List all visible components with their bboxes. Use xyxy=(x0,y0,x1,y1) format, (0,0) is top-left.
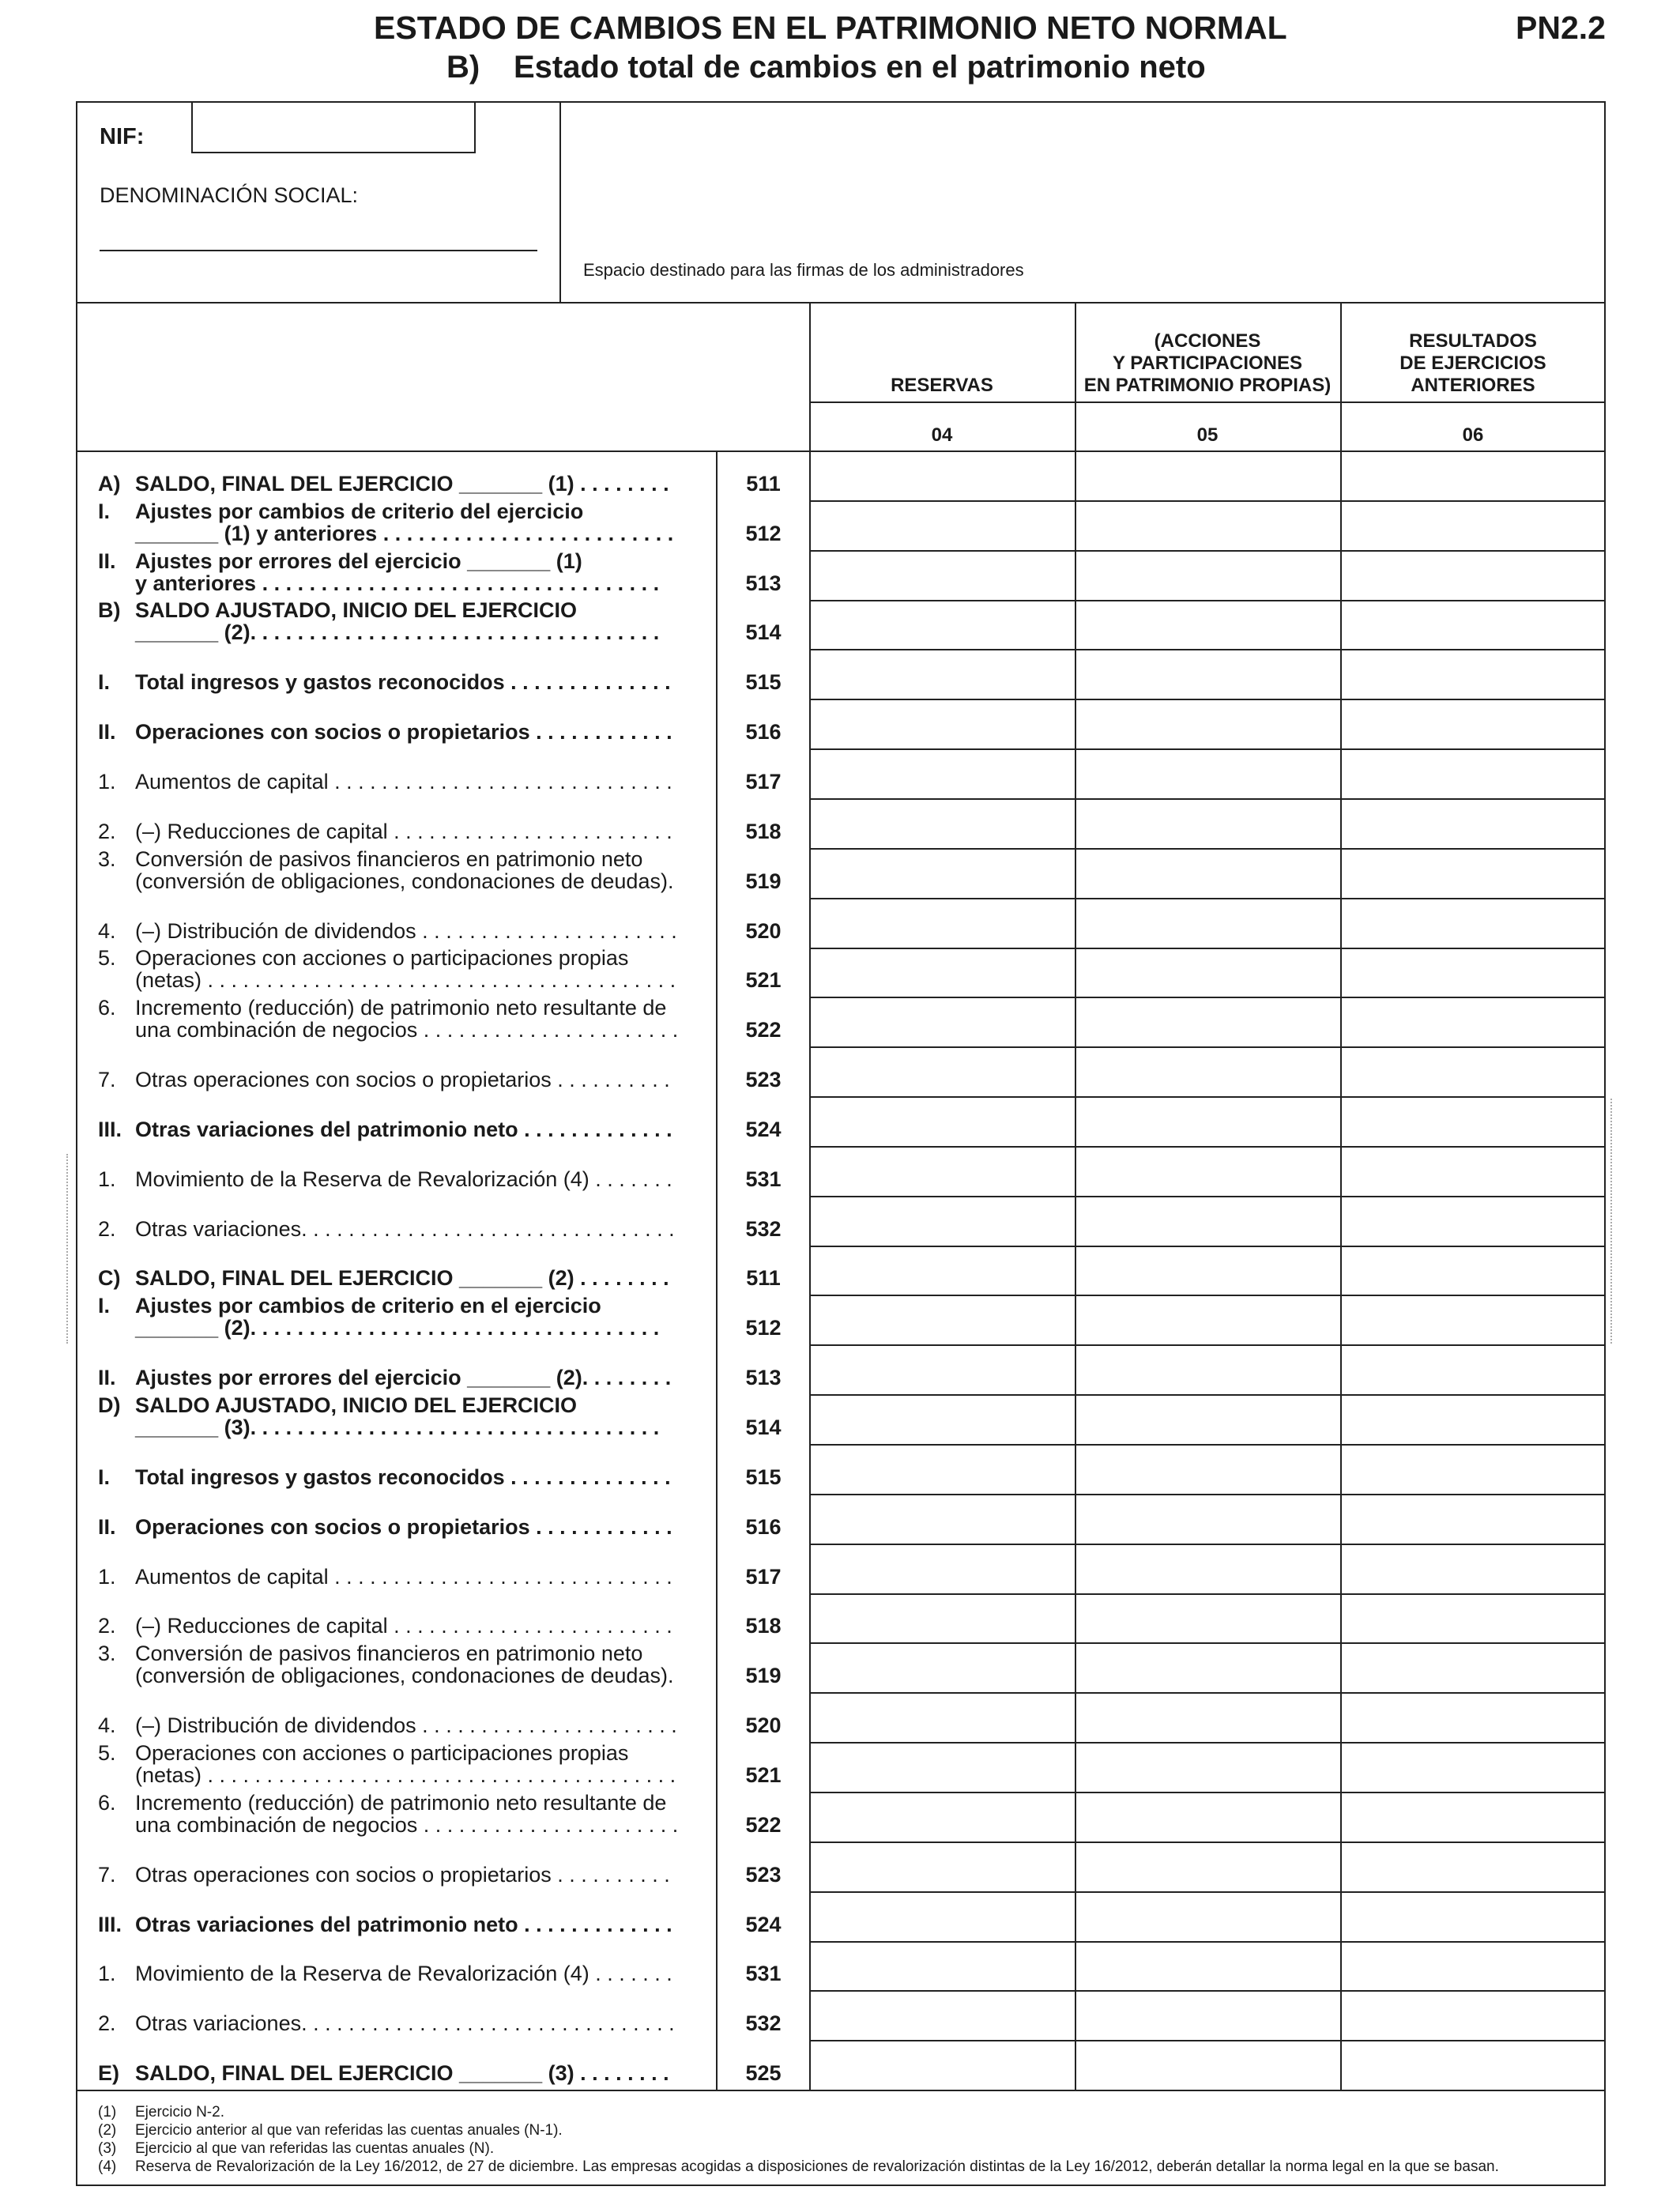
row-label: Otras variaciones. . . . . . . . . . . . . . . . . . . . . . . . . . . . . . . . xyxy=(135,1216,675,1241)
row-code: 519 xyxy=(745,1664,782,1688)
footnote-text: Ejercicio N-2. xyxy=(135,2104,224,2121)
value-cell-04[interactable] xyxy=(811,1694,1073,1740)
value-cell-05[interactable] xyxy=(1076,1992,1339,2038)
row-code: 518 xyxy=(745,1614,782,1638)
value-cell-05[interactable] xyxy=(1076,601,1339,648)
row-code: 515 xyxy=(745,670,782,695)
col-header-acciones xyxy=(1075,330,1340,397)
value-cell-04[interactable] xyxy=(811,1446,1073,1492)
value-cell-05[interactable] xyxy=(1076,1744,1339,1790)
value-cell-05[interactable] xyxy=(1076,1545,1339,1592)
row-label: Operaciones con socios o propietarios . . . . . . . . . . . . xyxy=(135,720,672,745)
row-label: Incremento (reducción) de patrimonio neto resultante de xyxy=(135,1790,667,1815)
value-cell-05[interactable] xyxy=(1076,1346,1339,1393)
value-cell-04[interactable] xyxy=(811,1744,1073,1790)
value-cell-04[interactable] xyxy=(811,601,1073,648)
subtitle-letter: B) xyxy=(446,50,480,85)
col-header-acciones-line-1: (ACCIONES xyxy=(1154,330,1261,352)
col-code-06: 06 xyxy=(1462,424,1484,446)
col-code-04: 04 xyxy=(931,424,953,446)
row-code: 514 xyxy=(745,620,782,645)
row-key: I. xyxy=(98,499,111,523)
row-key: E) xyxy=(98,2061,119,2086)
value-cell-05[interactable] xyxy=(1076,750,1339,797)
value-cell-06[interactable] xyxy=(1342,1545,1604,1592)
value-cell-06[interactable] xyxy=(1342,700,1604,747)
row-label: Ajustes por cambios de criterio del ejercicio xyxy=(135,499,584,523)
value-cell-05[interactable] xyxy=(1076,452,1339,499)
value-cell-05[interactable] xyxy=(1076,1048,1339,1095)
row-key: II. xyxy=(98,548,116,573)
row-label: Aumentos de capital . . . . . . . . . . . . . . . . . . . . . . . . . . . . . xyxy=(135,769,672,794)
row-key: B) xyxy=(98,598,121,623)
header-code-line xyxy=(809,401,1606,403)
row-code: 524 xyxy=(745,1912,782,1936)
value-cell-04[interactable] xyxy=(811,502,1073,548)
value-cell-04[interactable] xyxy=(811,452,1073,499)
row-label: _______ (2). . . . . . . . . . . . . . . . . . . . . . . . . . . . . . . . . . . xyxy=(135,620,660,645)
col-header-reservas: RESERVAS xyxy=(891,375,993,396)
row-code: 520 xyxy=(745,918,782,943)
value-cell-06[interactable] xyxy=(1342,1893,1604,1940)
row-key: II. xyxy=(98,720,116,745)
row-key: I. xyxy=(98,670,111,695)
row-key: 3. xyxy=(98,1642,116,1666)
row-label: (–) Reducciones de capital . . . . . . . . . . . . . . . . . . . . . . . . xyxy=(135,1614,672,1638)
row-code: 515 xyxy=(745,1465,782,1489)
value-cell-06[interactable] xyxy=(1342,1744,1604,1790)
value-cell-06[interactable] xyxy=(1342,1495,1604,1542)
row-key: 3. xyxy=(98,846,116,871)
value-cell-04[interactable] xyxy=(811,1396,1073,1442)
row-key: II. xyxy=(98,1514,116,1539)
col-header-resultados-line-1: RESULTADOS xyxy=(1409,330,1537,352)
row-key: 1. xyxy=(98,1167,116,1191)
row-label: Total ingresos y gastos reconocidos . . . . . . . . . . . . . . xyxy=(135,1465,671,1489)
row-code: 523 xyxy=(745,1068,782,1092)
value-cell-06[interactable] xyxy=(1342,899,1604,946)
row-key: III. xyxy=(98,1117,122,1141)
value-cell-06[interactable] xyxy=(1342,1197,1604,1244)
row-code: 531 xyxy=(745,1962,782,1986)
value-cell-05[interactable] xyxy=(1076,1197,1339,1244)
value-cell-04[interactable] xyxy=(811,1098,1073,1144)
row-label: SALDO, FINAL DEL EJERCICIO _______ (3) . . . . . . . . xyxy=(135,2061,669,2086)
value-cell-06[interactable] xyxy=(1342,1098,1604,1144)
value-cell-05[interactable] xyxy=(1076,1495,1339,1542)
value-cell-04[interactable] xyxy=(811,998,1073,1045)
row-key: 1. xyxy=(98,1564,116,1589)
value-cell-04[interactable] xyxy=(811,1992,1073,2038)
value-cell-04[interactable] xyxy=(811,1595,1073,1642)
value-cell-05[interactable] xyxy=(1076,1595,1339,1642)
row-key: 5. xyxy=(98,946,116,971)
firmas-label: Espacio destinado para las firmas de los administradores xyxy=(583,260,1024,280)
footnote-text: Ejercicio al que van referidas las cuentas anuales (N). xyxy=(135,2140,495,2158)
footnote-number: (4) xyxy=(98,2158,117,2176)
row-code: 523 xyxy=(745,1862,782,1887)
footnote-number: (2) xyxy=(98,2122,117,2139)
footnote-number: (3) xyxy=(98,2140,117,2158)
col-header-acciones-line-2: Y PARTICIPACIONES xyxy=(1112,352,1303,374)
nif-label: NIF: xyxy=(100,124,145,149)
value-cell-04[interactable] xyxy=(811,1296,1073,1343)
row-code: 516 xyxy=(745,720,782,745)
row-key: 1. xyxy=(98,1962,116,1986)
value-cell-05[interactable] xyxy=(1076,850,1339,896)
footnote-number: (1) xyxy=(98,2104,117,2121)
row-code: 517 xyxy=(745,1564,782,1589)
row-label: SALDO, FINAL DEL EJERCICIO _______ (1) . . . . . . . . xyxy=(135,471,669,496)
row-label: Ajustes por errores del ejercicio _______ (2). . . . . . . . xyxy=(135,1366,672,1390)
row-key: 5. xyxy=(98,1740,116,1765)
col-header-resultados xyxy=(1340,330,1606,397)
row-code: 517 xyxy=(745,769,782,794)
value-cell-06[interactable] xyxy=(1342,998,1604,1045)
nif-field[interactable] xyxy=(191,101,476,153)
value-cell-04[interactable] xyxy=(811,1247,1073,1294)
value-cell-04[interactable] xyxy=(811,1843,1073,1890)
row-code: 511 xyxy=(746,1266,781,1291)
value-cell-04[interactable] xyxy=(811,1545,1073,1592)
denominacion-field[interactable] xyxy=(100,250,537,251)
row-key: II. xyxy=(98,1366,116,1390)
value-cell-04[interactable] xyxy=(811,1346,1073,1393)
identification-divider xyxy=(559,101,561,303)
value-cell-06[interactable] xyxy=(1342,1843,1604,1890)
row-label: Otras operaciones con socios o propietarios . . . . . . . . . . xyxy=(135,1068,670,1092)
value-cell-05[interactable] xyxy=(1076,949,1339,996)
row-code: 520 xyxy=(745,1713,782,1738)
row-code: 531 xyxy=(745,1167,782,1191)
value-cell-05[interactable] xyxy=(1076,1644,1339,1691)
row-key: 7. xyxy=(98,1068,116,1092)
value-cell-04[interactable] xyxy=(811,700,1073,747)
row-label: Ajustes por cambios de criterio en el ejercicio xyxy=(135,1294,601,1318)
row-label: Operaciones con acciones o participaciones propias xyxy=(135,1740,629,1765)
value-cell-05[interactable] xyxy=(1076,650,1339,697)
row-label: (netas) . . . . . . . . . . . . . . . . . . . . . . . . . . . . . . . . . . . . . . . . xyxy=(135,968,676,993)
row-code: 524 xyxy=(745,1117,782,1141)
row-code: 519 xyxy=(745,869,782,893)
value-cell-05[interactable] xyxy=(1076,1893,1339,1940)
value-cell-06[interactable] xyxy=(1342,800,1604,846)
row-label: Operaciones con acciones o participaciones propias xyxy=(135,946,629,971)
row-key: D) xyxy=(98,1393,121,1417)
value-cell-05[interactable] xyxy=(1076,1396,1339,1442)
col-header-resultados-line-3: ANTERIORES xyxy=(1411,375,1535,396)
value-cell-05[interactable] xyxy=(1076,1446,1339,1492)
row-key: 2. xyxy=(98,1216,116,1241)
form-code: PN2.2 xyxy=(1516,9,1606,46)
value-cell-06[interactable] xyxy=(1342,850,1604,896)
row-code: 521 xyxy=(745,968,782,993)
row-key: III. xyxy=(98,1912,122,1936)
row-label: _______ (2). . . . . . . . . . . . . . . . . . . . . . . . . . . . . . . . . . . xyxy=(135,1316,660,1340)
row-label: Conversión de pasivos financieros en patrimonio neto xyxy=(135,846,643,871)
row-label: Otras variaciones. . . . . . . . . . . . . . . . . . . . . . . . . . . . . . . . xyxy=(135,2011,675,2036)
table-bottom-line xyxy=(76,2090,1606,2091)
footnote-text: Reserva de Revalorización de la Ley 16/2012, de 27 de diciembre. Las empresas acogidas a disposiciones de revalorización distintas de la Ley 16/2012, deberán detallar la norma legal en la que se basan. xyxy=(135,2158,1499,2176)
value-cell-05[interactable] xyxy=(1076,1694,1339,1740)
value-cell-04[interactable] xyxy=(811,1148,1073,1194)
value-cell-06[interactable] xyxy=(1342,1644,1604,1691)
row-label: (conversión de obligaciones, condonaciones de deudas). xyxy=(135,869,674,893)
row-key: A) xyxy=(98,471,121,496)
row-label: Incremento (reducción) de patrimonio neto resultante de xyxy=(135,996,667,1020)
row-label: (conversión de obligaciones, condonaciones de deudas). xyxy=(135,1664,674,1688)
value-cell-06[interactable] xyxy=(1342,1048,1604,1095)
value-cell-06[interactable] xyxy=(1342,452,1604,499)
value-cell-04[interactable] xyxy=(811,899,1073,946)
row-code: 512 xyxy=(745,1316,782,1340)
row-label: Operaciones con socios o propietarios . . . . . . . . . . . . xyxy=(135,1514,672,1539)
value-cell-05[interactable] xyxy=(1076,700,1339,747)
value-cell-05[interactable] xyxy=(1076,552,1339,598)
row-key: I. xyxy=(98,1465,111,1489)
value-cell-04[interactable] xyxy=(811,1943,1073,1989)
side-margin-text-left xyxy=(66,1154,77,1344)
row-label: (–) Distribución de dividendos . . . . . . . . . . . . . . . . . . . . . . xyxy=(135,918,677,943)
row-label: SALDO, FINAL DEL EJERCICIO _______ (2) . . . . . . . . xyxy=(135,1266,669,1291)
row-label: Movimiento de la Reserva de Revalorización (4) . . . . . . . xyxy=(135,1962,672,1986)
value-cell-05[interactable] xyxy=(1076,1296,1339,1343)
row-code: 511 xyxy=(746,471,781,496)
value-cell-05[interactable] xyxy=(1076,899,1339,946)
value-cell-05[interactable] xyxy=(1076,1098,1339,1144)
value-cell-06[interactable] xyxy=(1342,1346,1604,1393)
value-cell-04[interactable] xyxy=(811,800,1073,846)
row-code: 518 xyxy=(745,819,782,843)
row-label: una combinación de negocios . . . . . . . . . . . . . . . . . . . . . . xyxy=(135,1018,679,1042)
value-cell-04[interactable] xyxy=(811,1893,1073,1940)
row-label: Aumentos de capital . . . . . . . . . . . . . . . . . . . . . . . . . . . . . xyxy=(135,1564,672,1589)
value-cell-04[interactable] xyxy=(811,650,1073,697)
row-label: Otras operaciones con socios o propietarios . . . . . . . . . . xyxy=(135,1862,670,1887)
row-code: 521 xyxy=(745,1762,782,1787)
row-label: (netas) . . . . . . . . . . . . . . . . . . . . . . . . . . . . . . . . . . . . . . . . xyxy=(135,1762,676,1787)
row-label: Movimiento de la Reserva de Revalorización (4) . . . . . . . xyxy=(135,1167,672,1191)
value-cell-05[interactable] xyxy=(1076,502,1339,548)
value-cell-04[interactable] xyxy=(811,552,1073,598)
value-cell-06[interactable] xyxy=(1342,601,1604,648)
value-cell-04[interactable] xyxy=(811,1793,1073,1840)
value-cell-04[interactable] xyxy=(811,850,1073,896)
value-cell-04[interactable] xyxy=(811,1495,1073,1542)
row-key: 1. xyxy=(98,769,116,794)
page-subtitle: Estado total de cambios en el patrimonio neto xyxy=(514,50,1206,85)
value-cell-06[interactable] xyxy=(1342,1247,1604,1294)
row-label: (–) Reducciones de capital . . . . . . . . . . . . . . . . . . . . . . . . xyxy=(135,819,672,843)
row-key: 6. xyxy=(98,996,116,1020)
footnote-text: Ejercicio anterior al que van referidas las cuentas anuales (N-1). xyxy=(135,2122,563,2139)
col-header-resultados-line-2: DE EJERCICIOS xyxy=(1399,352,1546,374)
value-cell-05[interactable] xyxy=(1076,1148,1339,1194)
value-cell-04[interactable] xyxy=(811,1197,1073,1244)
row-code: 516 xyxy=(745,1514,782,1539)
value-cell-06[interactable] xyxy=(1342,502,1604,548)
value-cell-06[interactable] xyxy=(1342,750,1604,797)
row-label: Otras variaciones del patrimonio neto . . . . . . . . . . . . . xyxy=(135,1117,672,1141)
row-key: 2. xyxy=(98,1614,116,1638)
value-cell-04[interactable] xyxy=(811,949,1073,996)
value-cell-04[interactable] xyxy=(811,750,1073,797)
row-code: 522 xyxy=(745,1812,782,1837)
value-cell-04[interactable] xyxy=(811,1048,1073,1095)
value-cell-06[interactable] xyxy=(1342,2041,1604,2088)
row-code: 532 xyxy=(745,2011,782,2036)
row-key: 2. xyxy=(98,2011,116,2036)
row-code: 532 xyxy=(745,1216,782,1241)
row-code: 513 xyxy=(745,571,782,595)
value-cell-06[interactable] xyxy=(1342,1694,1604,1740)
row-code: 525 xyxy=(745,2061,782,2086)
col-code-05: 05 xyxy=(1196,424,1219,446)
value-cell-04[interactable] xyxy=(811,1644,1073,1691)
col-header-acciones-line-3: EN PATRIMONIO PROPIAS) xyxy=(1083,375,1332,396)
row-code: 514 xyxy=(745,1416,782,1439)
row-label: Total ingresos y gastos reconocidos . . . . . . . . . . . . . . xyxy=(135,670,671,695)
row-code: 513 xyxy=(745,1366,782,1390)
value-cell-06[interactable] xyxy=(1342,1446,1604,1492)
row-label: una combinación de negocios . . . . . . . . . . . . . . . . . . . . . . xyxy=(135,1812,679,1837)
value-cell-05[interactable] xyxy=(1076,1247,1339,1294)
row-label: Ajustes por errores del ejercicio _______ (1) xyxy=(135,548,582,573)
row-key: 6. xyxy=(98,1790,116,1815)
row-key: I. xyxy=(98,1294,111,1318)
row-label: Otras variaciones del patrimonio neto . . . . . . . . . . . . . xyxy=(135,1912,672,1936)
value-cell-06[interactable] xyxy=(1342,650,1604,697)
row-key: 2. xyxy=(98,819,116,843)
value-cell-05[interactable] xyxy=(1076,1793,1339,1840)
denominacion-label: DENOMINACIÓN SOCIAL: xyxy=(100,183,359,207)
row-label: _______ (1) y anteriores . . . . . . . . . . . . . . . . . . . . . . . . . xyxy=(135,521,674,545)
row-label: (–) Distribución de dividendos . . . . . . . . . . . . . . . . . . . . . . xyxy=(135,1713,677,1738)
side-margin-text-right xyxy=(1601,1099,1612,1344)
row-label: SALDO AJUSTADO, INICIO DEL EJERCICIO xyxy=(135,598,578,623)
row-code: 512 xyxy=(745,521,782,545)
value-cell-04[interactable] xyxy=(811,2041,1073,2088)
value-cell-06[interactable] xyxy=(1342,1943,1604,1989)
row-label: SALDO AJUSTADO, INICIO DEL EJERCICIO xyxy=(135,1393,578,1417)
page-title: ESTADO DE CAMBIOS EN EL PATRIMONIO NETO NORMAL xyxy=(374,9,1287,46)
value-cell-05[interactable] xyxy=(1076,2041,1339,2088)
row-label: y anteriores . . . . . . . . . . . . . . . . . . . . . . . . . . . . . . . . . . xyxy=(135,571,660,595)
row-key: C) xyxy=(98,1266,121,1291)
value-cell-05[interactable] xyxy=(1076,800,1339,846)
row-key: 7. xyxy=(98,1862,116,1887)
row-label: Conversión de pasivos financieros en patrimonio neto xyxy=(135,1642,643,1666)
row-code: 522 xyxy=(745,1018,782,1042)
value-cell-06[interactable] xyxy=(1342,1793,1604,1840)
row-label: _______ (3). . . . . . . . . . . . . . . . . . . . . . . . . . . . . . . . . . . xyxy=(135,1416,660,1439)
row-key: 4. xyxy=(98,1713,116,1738)
value-cell-06[interactable] xyxy=(1342,1148,1604,1194)
value-cell-06[interactable] xyxy=(1342,1992,1604,2038)
value-cell-05[interactable] xyxy=(1076,1943,1339,1989)
value-cell-06[interactable] xyxy=(1342,1296,1604,1343)
value-cell-05[interactable] xyxy=(1076,998,1339,1045)
value-cell-05[interactable] xyxy=(1076,1843,1339,1890)
value-cell-06[interactable] xyxy=(1342,552,1604,598)
row-key: 4. xyxy=(98,918,116,943)
value-cell-06[interactable] xyxy=(1342,949,1604,996)
value-cell-06[interactable] xyxy=(1342,1396,1604,1442)
value-cell-06[interactable] xyxy=(1342,1595,1604,1642)
